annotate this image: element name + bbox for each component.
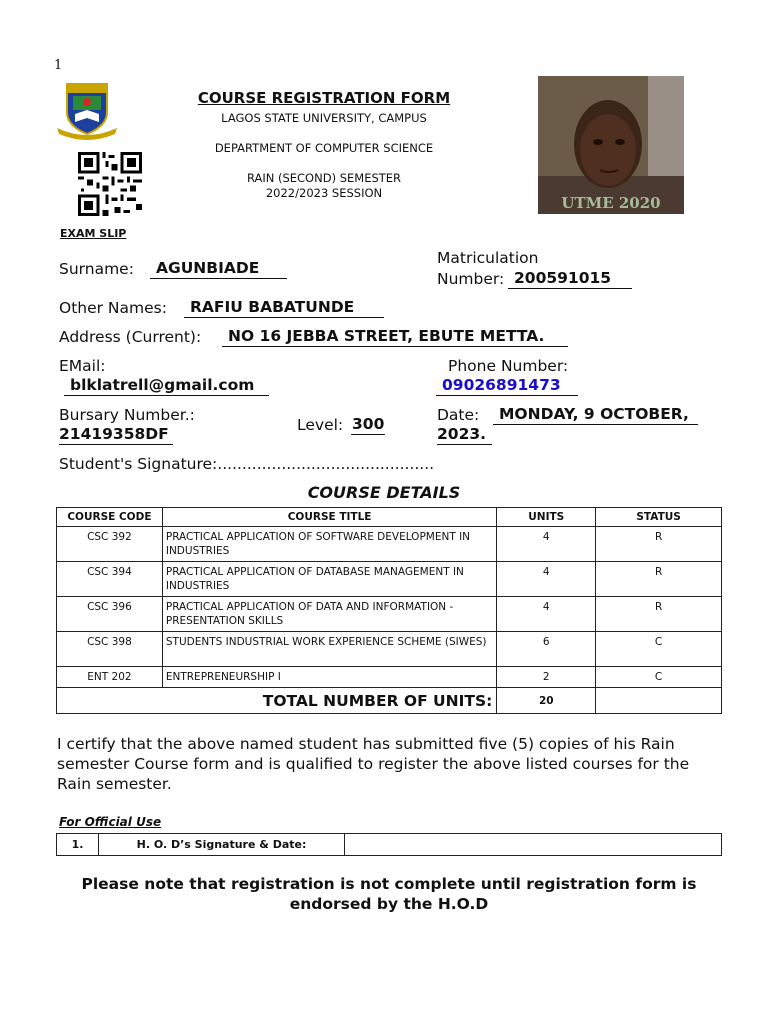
bursary-label: Bursary Number.: [59,406,195,424]
department-name: DEPARTMENT OF COMPUTER SCIENCE [214,141,434,155]
course-units: 4 [497,527,596,562]
university-name: LAGOS STATE UNIVERSITY, CAMPUS [221,111,427,125]
course-status: C [596,667,722,688]
total-status-cell [596,688,722,714]
official-use-label: For Official Use [59,815,162,829]
signature-label: Student's Signature: [59,455,218,473]
hod-signature-field[interactable] [345,834,722,856]
hod-signature-row [57,834,722,856]
address-label: Address (Current): [59,328,202,346]
email-label: EMail: [59,357,106,375]
address-value: NO 16 JEBBA STREET, EBUTE METTA. [222,327,568,347]
course-code: CSC 394 [57,562,163,597]
course-status: R [596,527,722,562]
official-use-table [56,833,722,856]
surname-label: Surname: [59,260,134,278]
course-code: CSC 398 [57,632,163,667]
course-code: CSC 392 [57,527,163,562]
photo-watermark: UTME 2020 [561,194,661,212]
course-title: PRACTICAL APPLICATION OF DATABASE MANAGEMENT IN INDUSTRIES [162,562,496,597]
course-title: STUDENTS INDUSTRIAL WORK EXPERIENCE SCHEME (SIWES) [162,632,496,667]
exam-slip-label: EXAM SLIP [60,227,127,240]
course-title: ENTREPRENEURSHIP I [162,667,496,688]
date-line-1: MONDAY, 9 OCTOBER, [493,405,698,425]
qr-code [76,152,144,216]
phone-label: Phone Number: [448,357,569,375]
table-row [57,667,722,688]
column-header: COURSE TITLE [162,508,496,527]
column-header: STATUS [596,508,722,527]
student-photo [538,76,684,214]
course-code: ENT 202 [57,667,163,688]
course-status: R [596,562,722,597]
level-label: Level: [297,416,344,434]
course-code: CSC 396 [57,597,163,632]
page-number: 1 [54,58,63,73]
total-row [57,688,722,714]
session: 2022/2023 SESSION [265,186,383,200]
date-line-2: 2023. [437,425,492,445]
column-header: COURSE CODE [57,508,163,527]
certification-text: I certify that the above named student has submitted five (5) copies of his Rain semester Course form and is qualified to register the above listed courses for the Rain semester. [57,735,690,793]
signature-dots: ............................................ [217,455,435,473]
course-title: PRACTICAL APPLICATION OF SOFTWARE DEVELOPMENT IN INDUSTRIES [162,527,496,562]
other-names-label: Other Names: [59,299,167,317]
column-header: UNITS [497,508,596,527]
other-names-value: RAFIU BABATUNDE [184,298,384,318]
table-row [57,562,722,597]
level-value: 300 [352,415,385,433]
semester: RAIN (SECOND) SEMESTER [246,171,402,185]
row-number: 1. [57,834,99,856]
course-units: 2 [497,667,596,688]
surname-value: AGUNBIADE [150,259,287,279]
matric-label-2: Number: [437,270,505,288]
course-table-header [57,508,722,527]
form-title: COURSE REGISTRATION FORM [197,89,451,107]
total-units-value: 20 [497,688,596,714]
student-signature-line [59,455,434,473]
footer-note: Please note that registration is not complete until registration form is endorsed by the H.O.D [81,875,697,913]
total-units-label: TOTAL NUMBER OF UNITS: [57,688,497,714]
course-status: R [596,597,722,632]
course-title: PRACTICAL APPLICATION OF DATA AND INFORMATION - PRESENTATION SKILLS [162,597,496,632]
table-row [57,597,722,632]
hod-signature-label: H. O. D’s Signature & Date: [99,834,345,856]
course-units: 6 [497,632,596,667]
phone-link[interactable]: 09026891473 [436,376,578,396]
table-row [57,527,722,562]
university-crest-logo [55,80,119,140]
course-units: 4 [497,562,596,597]
matric-label-1: Matriculation [437,249,539,267]
course-details-heading: COURSE DETAILS [307,483,461,502]
course-table [56,507,722,714]
email-value[interactable]: blklatrell@gmail.com [64,376,269,396]
bursary-number: 21419358DF [59,425,173,445]
matric-number: 200591015 [508,269,632,289]
course-status: C [596,632,722,667]
date-label: Date: [437,406,480,424]
course-units: 4 [497,597,596,632]
table-row [57,632,722,667]
